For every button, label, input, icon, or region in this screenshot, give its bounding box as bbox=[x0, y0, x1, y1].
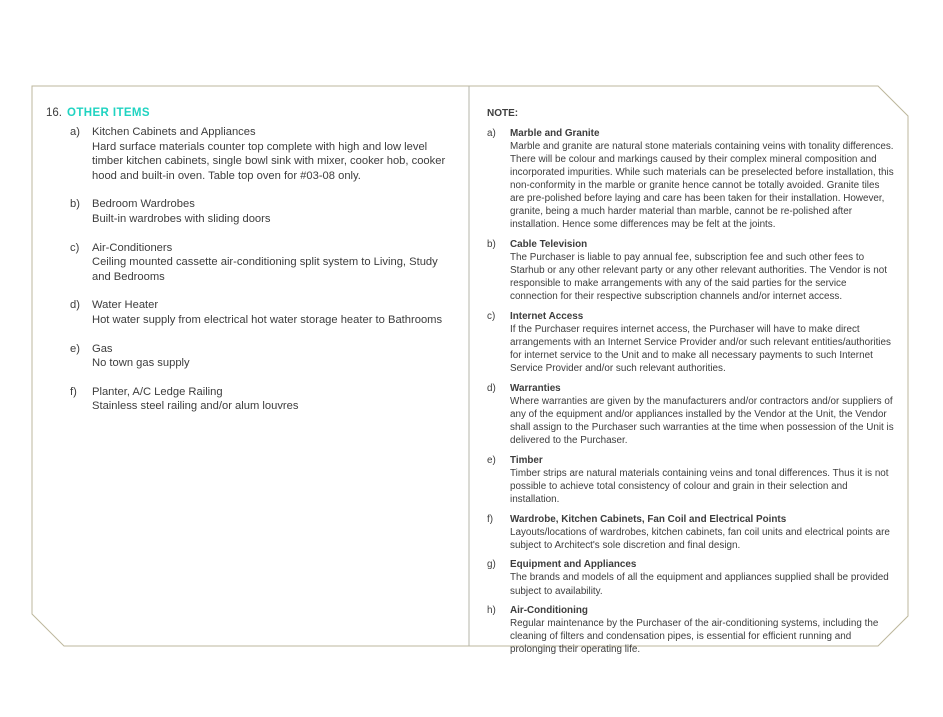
note-text bbox=[510, 127, 895, 232]
item-body: Built-in wardrobes with sliding doors bbox=[92, 212, 271, 225]
section-title: OTHER ITEMS bbox=[67, 107, 150, 119]
item-body: Ceiling mounted cassette air-conditioning split system to Living, Study and Bedrooms bbox=[92, 256, 438, 283]
note-title: Wardrobe, Kitchen Cabinets, Fan Coil and Electrical Points bbox=[510, 513, 787, 525]
item-letter: e) bbox=[70, 342, 80, 355]
item-title: Planter, A/C Ledge Railing bbox=[92, 385, 223, 398]
item-title: Bedroom Wardrobes bbox=[92, 198, 195, 211]
other-item-a bbox=[70, 125, 458, 183]
item-text bbox=[92, 298, 458, 327]
note-letter: h) bbox=[487, 605, 496, 617]
note-text bbox=[510, 382, 895, 447]
note-item-a bbox=[487, 127, 895, 232]
note-body: If the Purchaser requires internet access, the Purchaser will have to make direct arrangements with an Internet Service Provider and/or such relevant entities/authorities for internet service to the Unit and to make all necessary payments to such Internet Service Provider and/or such relevant authorities. bbox=[510, 323, 891, 375]
note-text bbox=[510, 454, 895, 506]
note-item-h bbox=[487, 604, 895, 656]
note-body: Regular maintenance by the Purchaser of the air-conditioning systems, including the cleaning of filters and condensation pipes, is essential for efficient running and prolonging their operating life. bbox=[510, 618, 879, 656]
item-letter: a) bbox=[70, 126, 80, 138]
note-body: The Purchaser is liable to pay annual fee, subscription fee and such other fees to Starhub or any other relevant party or any other relevant authorities. The Vendor is not responsible to make arrangements with any of the said parties for the service connection for their respective subscription channels and/or internet access. bbox=[510, 251, 887, 303]
item-letter: f) bbox=[70, 385, 77, 398]
item-title: Gas bbox=[92, 342, 113, 355]
item-text bbox=[92, 342, 458, 371]
note-item-c bbox=[487, 310, 895, 375]
note-body: The brands and models of all the equipment and appliances supplied shall be provided subject to availability. bbox=[510, 572, 889, 597]
item-letter: d) bbox=[70, 299, 80, 312]
item-text bbox=[92, 241, 458, 285]
note-text bbox=[510, 310, 895, 375]
section-number: 16. bbox=[46, 107, 62, 119]
note-letter: f) bbox=[487, 513, 494, 525]
note-title: Marble and Granite bbox=[510, 127, 600, 139]
note-letter: g) bbox=[487, 559, 496, 571]
note-item-g bbox=[487, 558, 895, 597]
note-section bbox=[487, 107, 895, 656]
note-item-b bbox=[487, 238, 895, 303]
note-text bbox=[510, 604, 895, 656]
note-title: Equipment and Appliances bbox=[510, 559, 637, 571]
note-title: Internet Access bbox=[510, 310, 584, 322]
note-letter: c) bbox=[487, 310, 496, 322]
note-text bbox=[510, 238, 895, 303]
item-text bbox=[92, 197, 458, 226]
note-text bbox=[510, 513, 895, 552]
item-body: Hot water supply from electrical hot water storage heater to Bathrooms bbox=[92, 313, 443, 326]
item-text bbox=[92, 125, 458, 183]
item-title: Water Heater bbox=[92, 299, 159, 312]
note-body: Marble and granite are natural stone materials containing veins with tonality differences. There will be colour and markings caused by their complex mineral composition and incorporated impurities. While such materials can be preselected before installation, this non-conformity in the marble or granite hence cannot be totally avoided. Granite tiles are pre-polished before laying and care has been taken for their installation. However, granite, being a much harder material than marble, cannot be re-polished after installation. Hence some differences may be felt at the joints. bbox=[510, 140, 894, 231]
other-items-section bbox=[46, 106, 458, 414]
other-item-d bbox=[70, 298, 458, 327]
other-item-e bbox=[70, 342, 458, 371]
item-body: No town gas supply bbox=[92, 357, 190, 370]
note-body: Timber strips are natural materials containing veins and tonal differences. Thus it is not possible to achieve total consistency of colour and grain in their selection and installation. bbox=[510, 467, 889, 505]
note-title: Air-Conditioning bbox=[510, 605, 588, 617]
note-body: Where warranties are given by the manufacturers and/or contractors and/or suppliers of any of the equipment and/or appliances installed by the Vendor at the Unit, the Vendor shall assign to the Purchaser such warranties at the time when possession of the Unit is delivered to the Purchaser. bbox=[510, 395, 894, 447]
item-text bbox=[92, 385, 458, 414]
note-text bbox=[510, 558, 895, 597]
note-letter: d) bbox=[487, 382, 496, 394]
note-item-f bbox=[487, 513, 895, 552]
other-item-f bbox=[70, 385, 458, 414]
note-letter: b) bbox=[487, 238, 496, 250]
item-body: Stainless steel railing and/or alum louvres bbox=[92, 400, 299, 413]
section-heading bbox=[46, 106, 458, 121]
note-body: Layouts/locations of wardrobes, kitchen cabinets, fan coil units and electrical points are subject to Architect's sole discretion and final design. bbox=[510, 526, 890, 551]
other-item-c bbox=[70, 241, 458, 285]
other-items-list bbox=[70, 125, 458, 414]
note-letter: e) bbox=[487, 454, 496, 466]
note-label: NOTE: bbox=[487, 108, 519, 119]
item-title: Kitchen Cabinets and Appliances bbox=[92, 126, 256, 138]
note-title: Cable Television bbox=[510, 238, 588, 250]
item-title: Air-Conditioners bbox=[92, 241, 173, 254]
note-letter: a) bbox=[487, 127, 496, 139]
note-item-e bbox=[487, 454, 895, 506]
item-letter: c) bbox=[70, 241, 80, 254]
note-title: Timber bbox=[510, 454, 543, 466]
note-item-d bbox=[487, 382, 895, 447]
item-letter: b) bbox=[70, 198, 80, 211]
note-title: Warranties bbox=[510, 382, 561, 394]
item-body: Hard surface materials counter top complete with high and low level timber kitchen cabinets, single bowl sink with mixer, cooker hob, cooker hood and built-in oven. Table top oven for #03-08 only. bbox=[92, 140, 446, 182]
other-item-b bbox=[70, 197, 458, 226]
